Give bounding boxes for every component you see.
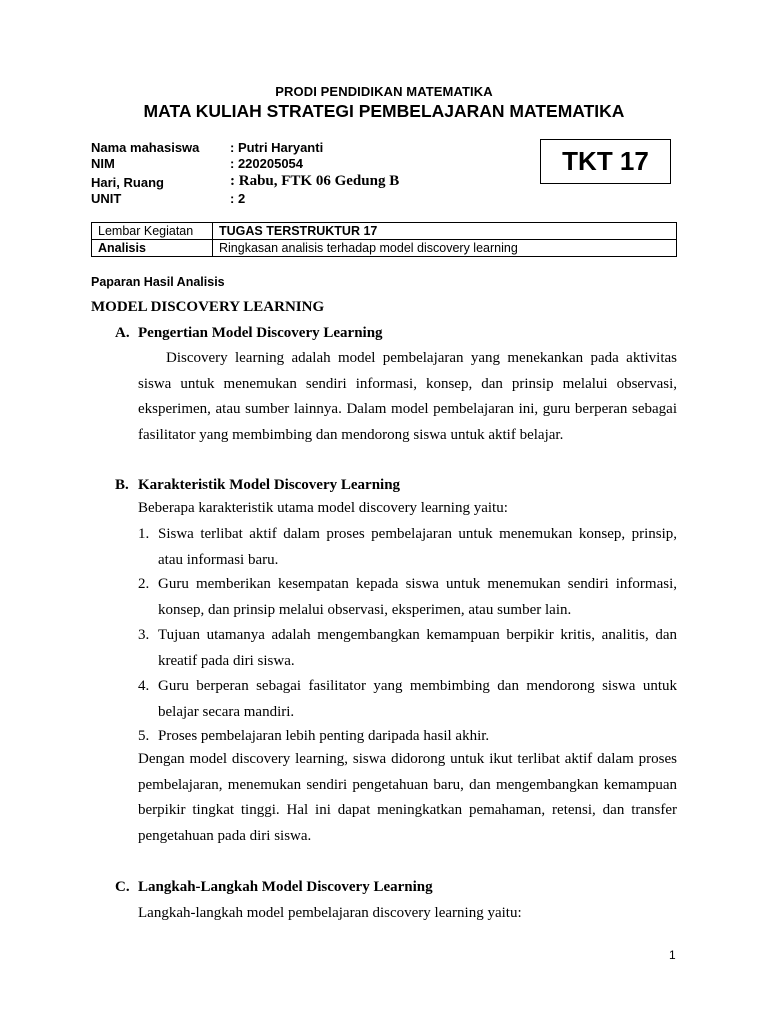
info-value: : Putri Haryanti (230, 140, 324, 155)
list-number: 4. (138, 678, 150, 694)
list-text: Siswa terlibat aktif dalam proses pembelajaran untuk menemukan konsep, prinsip, atau informasi baru. (158, 526, 677, 568)
table-cell-label: Analisis (92, 240, 213, 257)
section-title: Pengertian Model Discovery Learning (138, 325, 383, 341)
activity-table (91, 222, 677, 257)
section-letter: A. (115, 325, 130, 341)
list-number: 3. (138, 627, 150, 643)
paragraph-text: Discovery learning adalah model pembelajaran yang menekankan pada aktivitas siswa untuk menemukan sendiri informasi, konsep, dan prinsip melalui observasi, eksperimen, atau sumber lainnya. Dalam model pembelajaran ini, guru berperan sebagai fasilitator yang membimbing dan mendorong siswa untuk aktif belajar. (138, 350, 677, 443)
info-label: NIM (91, 156, 115, 171)
list-text: Proses pembelajaran lebih penting daripada hasil akhir. (158, 728, 490, 744)
paparan-heading: Paparan Hasil Analisis (91, 275, 225, 289)
section-b-closing: Dengan model discovery learning, siswa didorong untuk ikut terlibat aktif dalam proses pembelajaran, menemukan sendiri pengetahuan baru, dan mengembangkan kemampuan berpikir tingkat tinggi. Hal ini dapat meningkatkan pemahaman, retensi, dan transfer pengetahuan pada diri siswa. (138, 751, 677, 844)
info-label: Nama mahasiswa (91, 140, 200, 155)
table-cell-label: Lembar Kegiatan (92, 223, 213, 240)
table-cell-value: TUGAS TERSTRUKTUR 17 (213, 223, 677, 240)
section-letter: C. (115, 879, 130, 895)
list-text: Guru berperan sebagai fasilitator yang membimbing dan mendorong siswa untuk belajar secara mandiri. (158, 678, 677, 720)
section-a-paragraph (138, 346, 677, 448)
table-row (92, 240, 677, 257)
list-text: Tujuan utamanya adalah mengembangkan kemampuan berpikir kritis, analitis, dan kreatif pada diri siswa. (158, 627, 677, 669)
section-c-intro: Langkah-langkah model pembelajaran discovery learning yaitu: (138, 905, 522, 921)
info-value: : 220205054 (230, 156, 304, 171)
tkt-box: TKT 17 (540, 139, 671, 184)
section-b-intro: Beberapa karakteristik utama model discovery learning yaitu: (138, 500, 508, 516)
section-letter: B. (115, 477, 129, 493)
list-number: 2. (138, 576, 150, 592)
info-value: : Rabu, FTK 06 Gedung B (230, 173, 400, 189)
main-title: MODEL DISCOVERY LEARNING (91, 299, 325, 315)
section-title: Karakteristik Model Discovery Learning (138, 477, 401, 493)
list-text: Guru memberikan kesempatan kepada siswa untuk menemukan sendiri informasi, konsep, dan prinsip melalui observasi, eksperimen, atau sumber lain. (158, 576, 677, 618)
program-heading: PRODI PENDIDIKAN MATEMATIKA (275, 84, 493, 99)
page-number: 1 (669, 948, 676, 962)
course-heading: MATA KULIAH STRATEGI PEMBELAJARAN MATEMATIKA (143, 101, 625, 121)
info-label: UNIT (91, 191, 122, 206)
list-number: 5. (138, 728, 150, 744)
info-value: : 2 (230, 191, 246, 206)
section-title: Langkah-Langkah Model Discovery Learning (138, 879, 433, 895)
list-number: 1. (138, 526, 150, 542)
info-label: Hari, Ruang (91, 175, 164, 190)
table-row (92, 223, 677, 240)
table-cell-value: Ringkasan analisis terhadap model discovery learning (213, 240, 677, 257)
